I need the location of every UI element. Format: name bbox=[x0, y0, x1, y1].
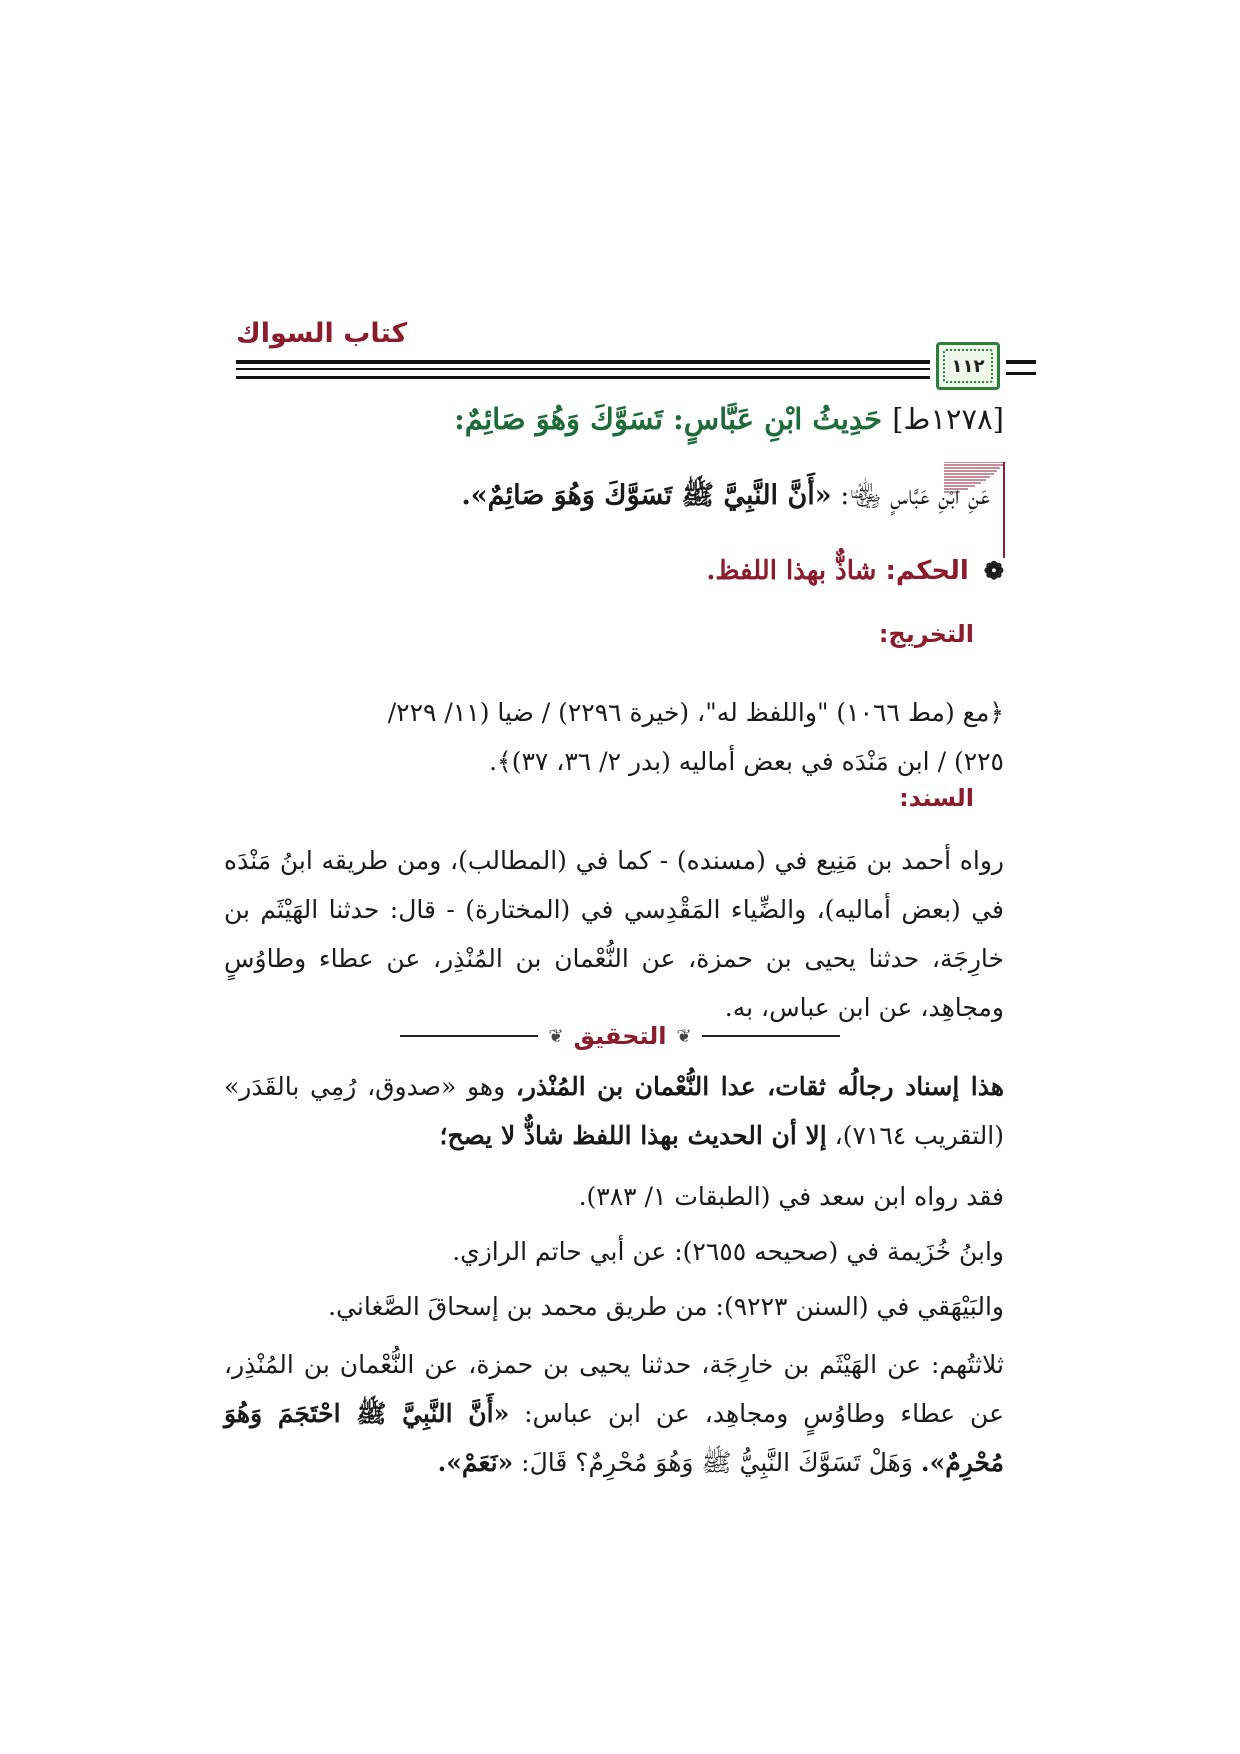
sanad-label: السند: bbox=[899, 784, 974, 812]
header-rule bbox=[236, 368, 930, 370]
ornament-icon: ❦ bbox=[676, 1025, 692, 1047]
page-number: ١١٢ bbox=[943, 349, 993, 383]
ruling bbox=[224, 556, 1004, 586]
tahqiq-p5-quote2: «نَعَمْ». bbox=[437, 1448, 514, 1477]
takhrij-line2: ٢٢٥) / ابن مَنْدَه في بعض أماليه (بدر ٢/ ٣٦، ٣٧)﴾. bbox=[489, 747, 1004, 776]
tahqiq-p5-text: ثلاثتُهم: عن الهَيْثَم بن خارِجَة، حدثنا يحيى بن حمزة، عن النُّعْمان بن المُنْذِر، عن عطاء وطاوُسٍ ومجاهِد، عن ابن عباس: bbox=[224, 1350, 1005, 1428]
takhrij-label: التخريج: bbox=[878, 620, 974, 648]
sanad-text: رواه أحمد بن مَنِيع في (مسنده) - كما في (المطالب)، ومن طريقه ابنُ مَنْدَه في (بعض أماليه)، والضِّياء المَقْدِسي في (المختارة) - قال: حدثنا الهَيْثَم بن خارِجَة، حدثنا يحيى بن حمزة، عن النُّعْمان بن المُنْذِر، عن عطاء وطاوُسٍ ومجاهِد، عن ابن عباس، به. bbox=[224, 846, 1004, 1022]
takhrij-line1: ﴿مع (مط ١٠٦٦) "واللفظ له"، (خيرة ٢٢٩٦) / ضيا (١١/ ٢٢٩/ bbox=[387, 698, 1004, 727]
ornament-icon: ❦ bbox=[548, 1025, 564, 1047]
ruling-label: الحكم: bbox=[885, 556, 969, 586]
tahqiq-bold-1: هذا إسناد رجالُه ثقات، عدا النُّعْمان بن المُنْذر، bbox=[515, 1072, 1004, 1101]
tahqiq-paragraph-1 bbox=[224, 1062, 1004, 1160]
header-rule bbox=[236, 376, 930, 379]
header-rule bbox=[1006, 360, 1036, 364]
hadith-number: [١٢٧٨ط] bbox=[892, 402, 1004, 436]
hadith-title: حَدِيثُ ابْنِ عَبَّاسٍ: تَسَوَّكَ وَهُوَ صَائِمٌ: bbox=[454, 402, 883, 436]
hadith-intro: عَنِ ابْنِ عَبَّاسٍ ﵄: bbox=[840, 480, 990, 511]
tahqiq-paragraph-3: وابنُ خُزَيمة في (صحيحه ٢٦٥٥): عن أبي حاتم الرازي. bbox=[452, 1237, 1004, 1266]
hadith-quote: «أَنَّ النَّبِيَّ ﷺ تَسَوَّكَ وَهُوَ صَائِمٌ». bbox=[461, 480, 832, 511]
book-title: كتاب السواك bbox=[236, 318, 408, 349]
tahqiq-paragraph-4: والبَيْهَقي في (السنن ٩٢٢٣): من طريق محمد بن إسحاقَ الصَّغاني. bbox=[328, 1292, 1004, 1321]
header-rule bbox=[1006, 372, 1036, 375]
tahqiq-p5-quote: «أَنَّ النَّبِيَّ ﷺ احْتَجَمَ وَهُوَ مُحْرِمٌ». bbox=[224, 1399, 1004, 1477]
hadith-text bbox=[250, 478, 990, 518]
tahqiq-p5-text2: وَهَلْ تَسَوَّكَ النَّبِيُّ ﷺ وَهُوَ مُحْرِمٌ؟ قَالَ: bbox=[513, 1448, 921, 1477]
ruling-value: شاذٌّ بهذا اللفظ. bbox=[706, 556, 877, 586]
hadith-heading bbox=[224, 402, 1004, 436]
divider-line bbox=[400, 1035, 538, 1037]
tahqiq-paragraph-2: فقد رواه ابن سعد في (الطبقات ١/ ٣٨٣). bbox=[578, 1182, 1004, 1211]
page-number-badge bbox=[936, 342, 1000, 390]
tahqiq-label: التحقيق bbox=[573, 1022, 667, 1050]
tahqiq-divider bbox=[400, 1016, 840, 1056]
tahqiq-paragraph-5 bbox=[224, 1340, 1004, 1487]
header-rule bbox=[236, 360, 930, 364]
tahqiq-bold-2: إلا أن الحديث بهذا اللفظ شاذٌّ لا يصح؛ bbox=[439, 1121, 827, 1150]
flower-icon: ❁ bbox=[983, 556, 1004, 585]
tahqiq-text-1: وهو «صدوق، رُمِي بالقَدَر» (التقريب ٧١٦٤)، bbox=[224, 1072, 1004, 1150]
divider-line bbox=[702, 1035, 840, 1037]
